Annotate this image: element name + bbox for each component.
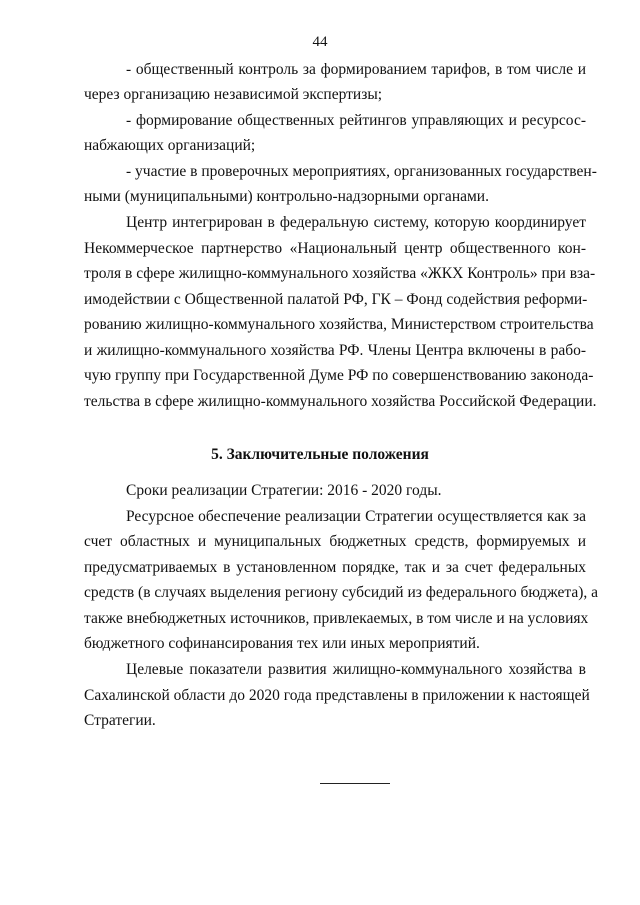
text-line: троля в сфере жилищно-коммунального хозяйства «ЖКХ Контроль» при вза- xyxy=(84,265,596,282)
text-line: средств (в случаях выделения региону субсидий из федерального бюджета), а xyxy=(84,584,599,601)
text-line: - общественный контроль за формированием тарифов, в том числе и xyxy=(126,61,586,78)
text-line: - формирование общественных рейтингов управляющих и ресурсос- xyxy=(126,112,586,129)
text-line: Некоммерческое партнерство «Национальный центр общественного кон- xyxy=(84,240,586,257)
text-line: предусматриваемых в установленном порядке, так и за счет федеральных xyxy=(84,559,586,576)
text-line: Центр интегрирован в федеральную систему, которую координирует xyxy=(126,214,586,231)
text-line: ными (муниципальными) контрольно-надзорными органами. xyxy=(84,188,489,205)
section-heading: 5. Заключительные положения xyxy=(211,446,429,463)
text-line: через организацию независимой экспертизы; xyxy=(84,86,383,103)
text-line: имодействии с Общественной палатой РФ, ГК – Фонд содействия реформи- xyxy=(84,291,588,308)
text-line: Целевые показатели развития жилищно-коммунального хозяйства в xyxy=(126,661,586,678)
text-line: чую группу при Государственной Думе РФ по совершенствованию законода- xyxy=(84,367,594,384)
text-line: тельства в сфере жилищно-коммунального хозяйства Российской Федерации. xyxy=(84,393,597,410)
text-line: и жилищно-коммунального хозяйства РФ. Члены Центра включены в рабо- xyxy=(84,342,586,359)
text-line: Ресурсное обеспечение реализации Стратегии осуществляется как за xyxy=(126,508,586,525)
text-line: - участие в проверочных мероприятиях, организованных государствен- xyxy=(126,163,597,180)
text-line: бюджетного софинансирования тех или иных мероприятий. xyxy=(84,635,480,652)
text-line: также внебюджетных источников, привлекаемых, в том числе и на условиях xyxy=(84,610,589,627)
page-number: 44 xyxy=(312,34,328,50)
text-line: Сахалинской области до 2020 года представлены в приложении к настоящей xyxy=(84,687,590,704)
text-line: Стратегии. xyxy=(84,712,156,729)
text-line: счет областных и муниципальных бюджетных средств, формируемых и xyxy=(84,533,586,550)
text-line: рованию жилищно-коммунального хозяйства, Министерством строительства xyxy=(84,316,594,333)
text-line: Сроки реализации Стратегии: 2016 - 2020 годы. xyxy=(126,482,442,499)
text-line: набжающих организаций; xyxy=(84,137,256,154)
end-rule xyxy=(320,783,390,784)
